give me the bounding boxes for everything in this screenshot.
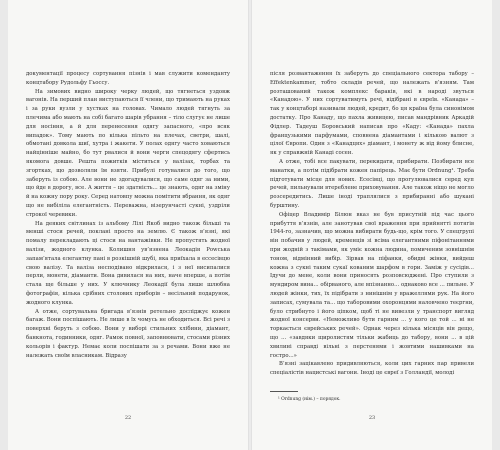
footnote: ¹ Ordnung (нім.) – порядок. — [278, 396, 341, 402]
paragraph: А отже, сортувальна бригада в’язнів ретельно досліджує кожен багаж. Вони поспішають. Не лише в їх чомусь не обходиться. Всі речі з поверхні беруть з собою. Вони у виборі стильних хлібини, діамант, банкнота, годинники, одяг. Рамок повної, заповнювати, стосами різних кольорів і фактур. Немає коли поспішати за з речами. Вони вже не належать своїм власникам. Відразу — [26, 308, 230, 359]
paragraph: А отже, тобі все пакувати, перекидати, прибирати. Позбирати все манатки, а потім підібрати кожен папірець. Має бути Ordnung¹. Треба підготувати місце для нових. Есесівці, що прогулювалися серед куп речей, пильнували втереблене приховування. Але також ніщо не могло розсередитись. Лише іноді траплялися з прибиранні або шукані бурштину. — [270, 158, 474, 209]
footnote-divider — [270, 391, 298, 392]
page-number: 22 — [124, 415, 132, 421]
paragraph: після розвантаження їх заберуть до спеціального сектора табору – Effektenkammer, тобто складів речей, що належать в’язням. Там розташований також комплекс бараків, які в народі звуться «Канадою». У них сортуватимуть речі, відібрані в євреїв. «Канада» – так у концтаборі називали людей, кредит, бо ця країна була синонімом достатку. Про Канаду, що пахла живицею, писав мандрівник Аркадій Фідлер. Тадеуш Боровський написав про «Каду: «Канада» пахла французькими парфумами, сповнена діамантами і кількою валют з цілої Європи. Один з «Канадцях» діамант, і монету ж від йому блисне, як у справжній Канаді сосен. — [270, 71, 474, 157]
paragraph: документації процесу сортування пізнів і мав служити комендантy концтабору Рудольфу Гьоссу. — [26, 71, 230, 86]
right-page-text — [270, 70, 474, 378]
right-page — [252, 0, 492, 450]
page-number: 23 — [368, 415, 376, 421]
paragraph: На деяких світлинах із альбому Лілі Якоб видно також більші та менші стоси речей, поклані просто на землю. Є також в’язні, які помалу перекладають ці стоси на вантажівки. Не пропустять жодної валізи, жодного клунка. Колишня ув’язнена Леокадія Роwська запам’ятала елегантну пані в розкішній шубі, яка приїхала в ессесівцю свою валізу. Та валіза несподівано відкрилася, і з неї висипалися перли, монети, діаманти. Вона дивилася на них, наче вперше, а потім стала ще більше у них. У ключнику Леокадії була лише шлюбна фотографія, кілька срібних столових приборів – весільний подарунок, жодного клунка. — [26, 220, 230, 306]
paragraph: В’язні зацікавлено придивляються, коли цих гарних пар привели спеціалістів нацистські вагони. Іноді це євреї з Голландії, молоді — [270, 361, 474, 377]
left-page — [8, 0, 248, 450]
paragraph: На зимових видно широку черку людей, що тягнеться уздовж вагонів. На перший план виступаються її члени, що тримають на руках і за руки вузли у хустках на головах. Чимало людей тягнуть за плечима або мають на собі багато шарів убрання – тіло слугує не лише для носіння, а й для перенесення одягу запасного, «про всяк випадок». Тому мають по кілька пільто на плечах, светри, шалі, обмотані довкола шиї, хутра і жакети. У полах одягу часто ховаються найцінніше майно, бо тут рвалися й вони черги спецодягу сфертись якомога довше. Решта пожитків міститься у валізах, торбах та згортках, що дозволяли їм взяти. Прибулі готувалися до того, що заберуть із собою. Але вони не здогадувалися, що саме одяг за ними, що йде в дорогу, все. А життя – це здатність... це знають, одяг на зміну й на кожну пору року. Серед натовпу можна помітити вбрання, як одяг що не вибіліла елегантність. Переважна, візерунчасті сукні, уздріли строкої черевики. — [26, 88, 230, 218]
paragraph: Офіцер Владимір Білюн вказ не був присутній під час цього прибуття в’язнів, але занотував свої враження при прийнятті потягів 1944-го, зазначив, що можна вибирати будь-що, крім того. У спецгрупі він побачив у людей, кременців зі всіма елегантними піфонітаннями при жодній з такімами, як уміє кожна людина, помиченим зовнішнім тоном, відмінний вибір. Зірвав на піфанки, обидві жінки, вийдеш кожна з сукні таким сукаї кованим шарфом в гори. Заміж у сусідів... Ідучи до мене, коли вони приносять розповсюджені. Про ступили з мундиром вина... обірваного, але впізнанно... однаково все ... пильне. У людей жінки, тих, їх підібрати з нинішнім у вражеллями рук. На його записах, сумувала та... що таборовими охоронцями наловчено теєргни, було стрибнуто і його ціпком, щоб ті не вивезли у транспорт вигляд жодної консерви. «Неможливо бути гарним ... у кого це той ... ні не торкається єврейських речей». Однак через кілька місяців він дещо, що ... «завдяки щиролистям тільки жабиць до табору, вони ... в цій хвилині справді вільні з перстенями і жовтими нашивками на гостро...» — [270, 211, 474, 359]
left-page-text — [26, 70, 230, 360]
